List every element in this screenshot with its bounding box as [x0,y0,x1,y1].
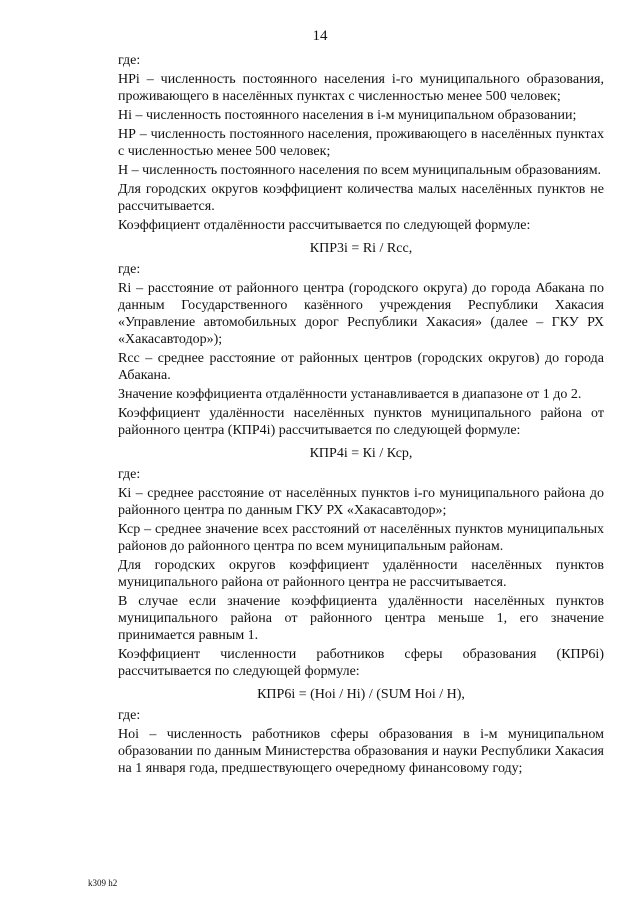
paragraph: Для городских округов коэффициент количества малых населённых пунктов не рассчитывается. [118,182,604,214]
paragraph: В случае если значение коэффициента удалённости населённых пунктов муниципального района от районного центра меньше 1, его значение принимается равным 1. [118,594,604,643]
paragraph: Коэффициент удалённости населённых пунктов муниципального района от районного центра (КПР4i) рассчитывается по следующей формуле: [118,406,604,438]
paragraph: Н – численность постоянного населения по всем муниципальным образованиям. [118,163,602,178]
paragraph: Значение коэффициента отдалённости устанавливается в диапазоне от 1 до 2. [118,387,582,402]
paragraph: где: [118,53,141,68]
page-number: 14 [312,28,328,44]
formula-kpr4: КПР4i = Кi / Кср, [309,446,413,461]
footer-code: k309 h2 [88,878,118,888]
paragraph: где: [118,467,141,482]
document-body [118,52,604,779]
formula-kpr6: КПР6i = (Нoi / Нi) / (SUM Нoi / Н), [257,687,465,702]
paragraph: Кср – среднее значение всех расстояний от населённых пунктов муниципальных районов до районного центра по всем муниципальным районам. [118,522,604,554]
paragraph: Нoi – численность работников сферы образования в i-м муниципальном образовании по данным Министерства образования и науки Республики Хакасия на 1 января года, предшествующего очередному финансовому году; [118,727,604,776]
paragraph: Ri – расстояние от районного центра (городского округа) до города Абакана по данным Государственного казённого учреждения Республики Хакасия «Управление автомобильных дорог Республики Хакасия» (далее – ГКУ РХ «Хакасавтодор»); [118,281,604,347]
paragraph: Коэффициент отдалённости рассчитывается по следующей формуле: [118,218,531,233]
paragraph: где: [118,708,141,723]
paragraph: Кi – среднее расстояние от населённых пунктов i-го муниципального района до районного центра по данным ГКУ РХ «Хакасавтодор»; [118,486,604,518]
paragraph: НР – численность постоянного населения, проживающего в населённых пунктах с численностью менее 500 человек; [118,127,604,159]
paragraph: Нi – численность постоянного населения в i-м муниципальном образовании; [118,108,577,123]
formula-kpr3: КПР3i = Ri / Rcc, [309,241,413,256]
paragraph: Rcc – среднее расстояние от районных центров (городских округов) до города Абакана. [118,351,604,383]
paragraph: где: [118,262,141,277]
paragraph: НРi – численность постоянного населения i-го муниципального образования, проживающего в населённых пунктах с численностью менее 500 человек; [118,72,604,104]
paragraph: Для городских округов коэффициент удалённости населённых пунктов муниципального района от районного центра не рассчитывается. [118,558,604,590]
paragraph: Коэффициент численности работников сферы образования (КПР6i) рассчитывается по следующей формуле: [118,647,604,679]
